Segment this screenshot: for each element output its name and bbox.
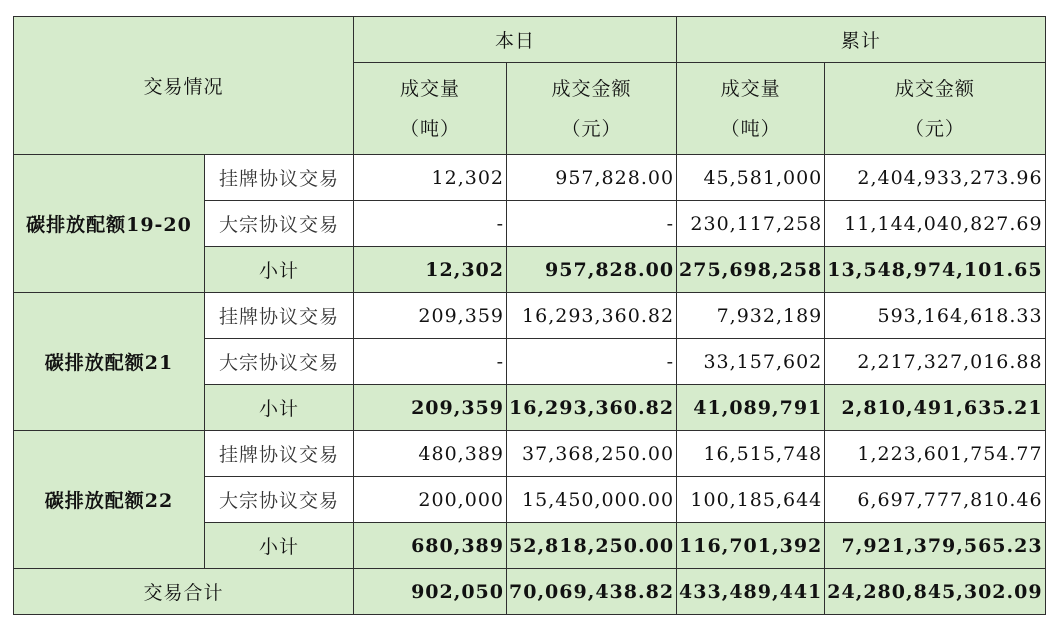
- cum-amount: 2,810,491,635.21: [825, 385, 1045, 431]
- total-label: 交易合计: [14, 569, 354, 615]
- cum-volume: 100,185,644: [677, 477, 825, 523]
- trade-type: 大宗协议交易: [205, 339, 354, 385]
- table-row: [14, 293, 1046, 339]
- subtotal-label: 小计: [205, 247, 354, 293]
- cum-amount: 13,548,974,101.65: [825, 247, 1045, 293]
- cum-volume: 230,117,258: [677, 201, 825, 247]
- header-amount-label: 成交金额: [551, 77, 632, 100]
- today-amount: 70,069,438.82: [507, 569, 677, 615]
- cum-volume: 116,701,392: [677, 523, 825, 569]
- today-volume: -: [354, 339, 507, 385]
- cum-volume: 33,157,602: [677, 339, 825, 385]
- cum-amount: 2,404,933,273.96: [825, 155, 1045, 201]
- today-volume: 200,000: [354, 477, 507, 523]
- cum-volume: 433,489,441: [677, 569, 825, 615]
- group-name: 碳排放配额21: [14, 293, 205, 431]
- today-volume: 480,389: [354, 431, 507, 477]
- today-volume: 680,389: [354, 523, 507, 569]
- header-volume-unit: （吨）: [399, 117, 460, 140]
- today-volume: 12,302: [354, 247, 507, 293]
- header-cum-volume: [677, 63, 825, 155]
- today-amount: 52,818,250.00: [507, 523, 677, 569]
- today-amount: 957,828.00: [507, 155, 677, 201]
- subtotal-label: 小计: [205, 523, 354, 569]
- trade-type: 挂牌协议交易: [205, 293, 354, 339]
- header-today-amount: [507, 63, 677, 155]
- total-row: [14, 569, 1046, 615]
- header-amount-unit: （元）: [904, 117, 965, 140]
- today-volume: 209,359: [354, 385, 507, 431]
- cum-volume: 7,932,189: [677, 293, 825, 339]
- header-cum-amount: [825, 63, 1045, 155]
- trade-type: 挂牌协议交易: [205, 155, 354, 201]
- cum-amount: 11,144,040,827.69: [825, 201, 1045, 247]
- today-amount: -: [507, 339, 677, 385]
- today-volume: 12,302: [354, 155, 507, 201]
- cum-volume: 41,089,791: [677, 385, 825, 431]
- today-amount: 37,368,250.00: [507, 431, 677, 477]
- table-row: [14, 155, 1046, 201]
- today-volume: 902,050: [354, 569, 507, 615]
- today-volume: 209,359: [354, 293, 507, 339]
- header-volume-label: 成交量: [399, 77, 460, 100]
- cum-amount: 593,164,618.33: [825, 293, 1045, 339]
- today-amount: 16,293,360.82: [507, 293, 677, 339]
- header-volume-unit: （吨）: [720, 117, 781, 140]
- cum-amount: 24,280,845,302.09: [825, 569, 1045, 615]
- cum-volume: 16,515,748: [677, 431, 825, 477]
- cum-amount: 1,223,601,754.77: [825, 431, 1045, 477]
- today-amount: 957,828.00: [507, 247, 677, 293]
- header-today-volume: [354, 63, 507, 155]
- cum-amount: 6,697,777,810.46: [825, 477, 1045, 523]
- table-row: [14, 431, 1046, 477]
- today-amount: 16,293,360.82: [507, 385, 677, 431]
- trade-type: 挂牌协议交易: [205, 431, 354, 477]
- today-volume: -: [354, 201, 507, 247]
- today-amount: -: [507, 201, 677, 247]
- group-name: 碳排放配额22: [14, 431, 205, 569]
- today-amount: 15,450,000.00: [507, 477, 677, 523]
- header-trade-situation: 交易情况: [14, 17, 354, 155]
- header-cumulative: 累计: [677, 17, 1046, 63]
- trade-type: 大宗协议交易: [205, 477, 354, 523]
- header-today: 本日: [354, 17, 677, 63]
- header-amount-unit: （元）: [561, 117, 622, 140]
- cum-amount: 7,921,379,565.23: [825, 523, 1045, 569]
- trade-type: 大宗协议交易: [205, 201, 354, 247]
- header-amount-label: 成交金额: [894, 77, 975, 100]
- group-name: 碳排放配额19-20: [14, 155, 205, 293]
- cum-volume: 45,581,000: [677, 155, 825, 201]
- cum-volume: 275,698,258: [677, 247, 825, 293]
- subtotal-label: 小计: [205, 385, 354, 431]
- trade-summary-table: [13, 16, 1046, 615]
- cum-amount: 2,217,327,016.88: [825, 339, 1045, 385]
- header-volume-label: 成交量: [720, 77, 781, 100]
